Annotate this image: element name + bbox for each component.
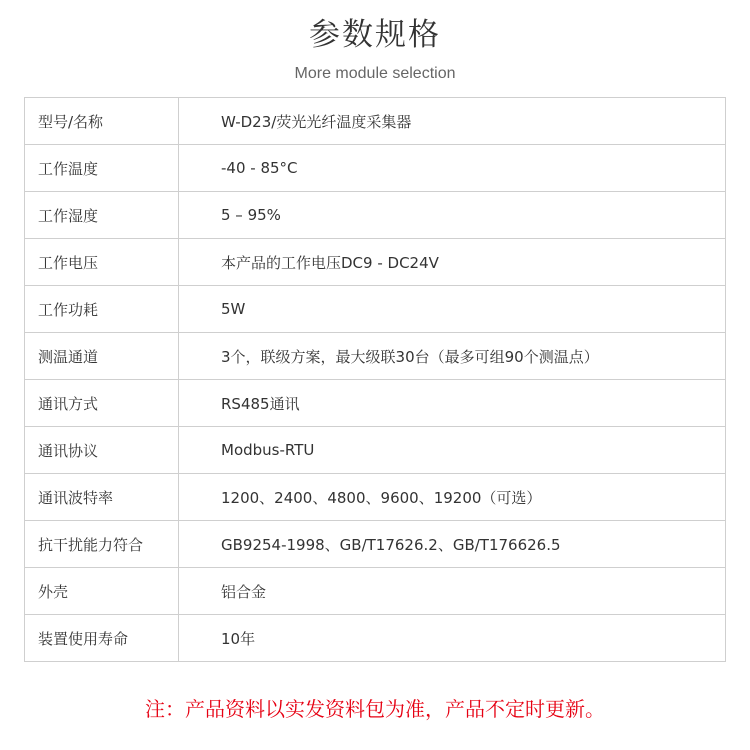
spec-value: -40 - 85°C bbox=[179, 145, 726, 192]
spec-label: 外壳 bbox=[25, 568, 179, 615]
spec-value: 10年 bbox=[179, 615, 726, 662]
spec-row-service-life bbox=[25, 615, 726, 662]
spec-row-protocol bbox=[25, 427, 726, 474]
spec-value: 1200、2400、4800、9600、19200（可选） bbox=[179, 474, 726, 521]
spec-row-communication-mode bbox=[25, 380, 726, 427]
spec-label: 抗干扰能力符合 bbox=[25, 521, 179, 568]
spec-label: 通讯方式 bbox=[25, 380, 179, 427]
spec-row-power-consumption bbox=[25, 286, 726, 333]
spec-row-channels bbox=[25, 333, 726, 380]
spec-value: 本产品的工作电压DC9 - DC24V bbox=[179, 239, 726, 286]
spec-row-emc-compliance bbox=[25, 521, 726, 568]
spec-label: 通讯协议 bbox=[25, 427, 179, 474]
spec-label: 工作温度 bbox=[25, 145, 179, 192]
spec-row-model bbox=[25, 98, 726, 145]
page-subtitle: More module selection bbox=[294, 65, 456, 82]
spec-value: 3个，联级方案，最大级联30台（最多可组90个测温点） bbox=[179, 333, 726, 380]
spec-value: 铝合金 bbox=[179, 568, 726, 615]
spec-label: 型号/名称 bbox=[25, 98, 179, 145]
spec-table bbox=[24, 97, 726, 662]
page-header bbox=[0, 14, 750, 84]
spec-value: RS485通讯 bbox=[179, 380, 726, 427]
spec-label: 通讯波特率 bbox=[25, 474, 179, 521]
spec-row-baud-rate bbox=[25, 474, 726, 521]
spec-label: 装置使用寿命 bbox=[25, 615, 179, 662]
spec-row-operating-voltage bbox=[25, 239, 726, 286]
spec-value: W-D23/荧光光纤温度采集器 bbox=[179, 98, 726, 145]
spec-value: 5 – 95% bbox=[179, 192, 726, 239]
spec-label: 工作湿度 bbox=[25, 192, 179, 239]
disclaimer-note: 注：产品资料以实发资料包为准，产品不定时更新。 bbox=[145, 697, 605, 721]
spec-label: 工作功耗 bbox=[25, 286, 179, 333]
spec-label: 工作电压 bbox=[25, 239, 179, 286]
spec-label: 测温通道 bbox=[25, 333, 179, 380]
page-title: 参数规格 bbox=[309, 17, 441, 53]
spec-value: GB9254-1998、GB/T17626.2、GB/T176626.5 bbox=[179, 521, 726, 568]
spec-value: Modbus-RTU bbox=[179, 427, 726, 474]
spec-row-housing bbox=[25, 568, 726, 615]
spec-row-operating-humidity bbox=[25, 192, 726, 239]
spec-row-operating-temperature bbox=[25, 145, 726, 192]
spec-value: 5W bbox=[179, 286, 726, 333]
